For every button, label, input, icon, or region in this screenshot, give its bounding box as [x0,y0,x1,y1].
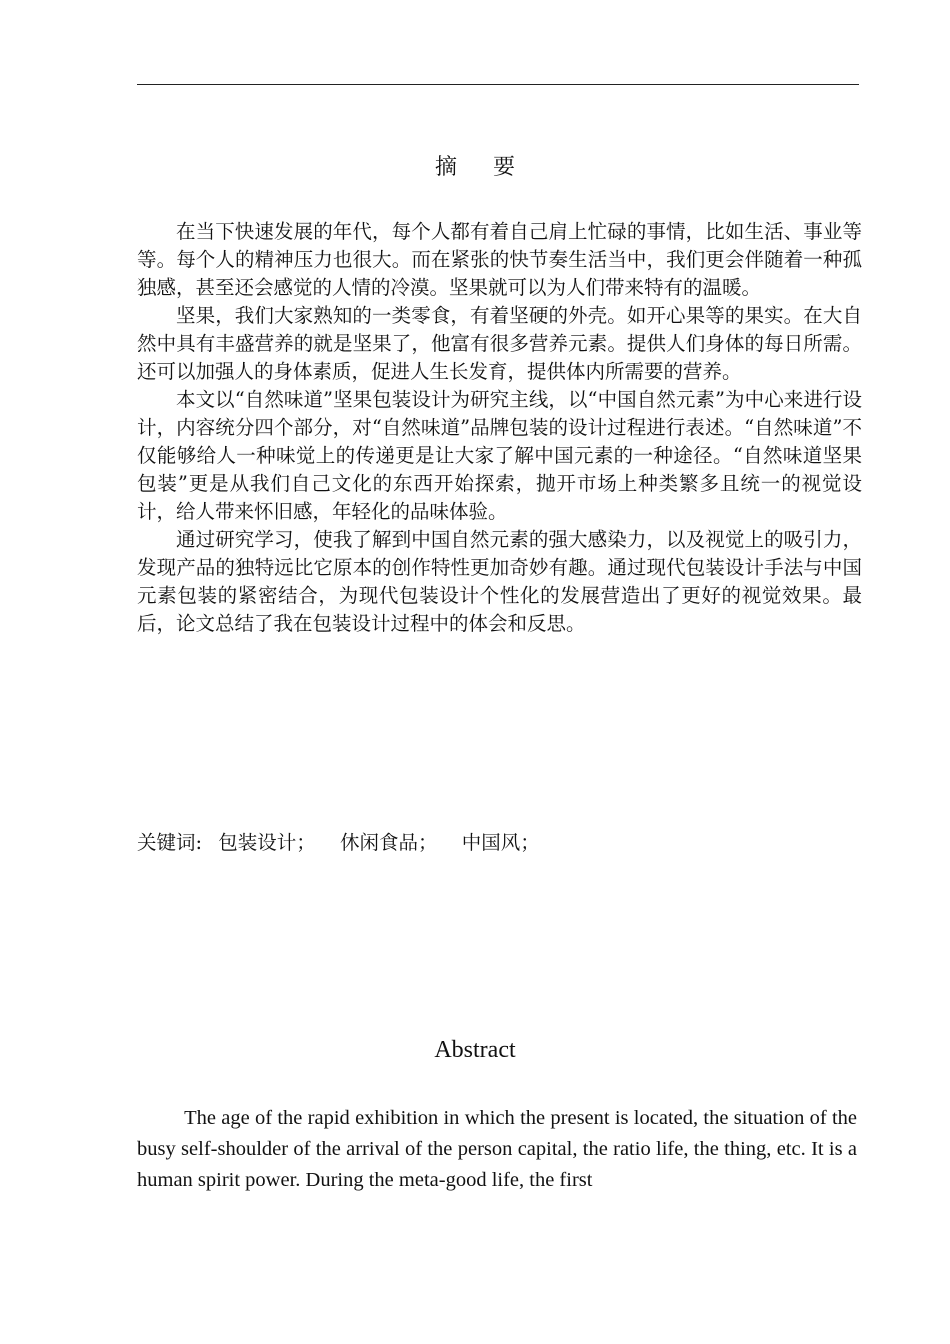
abstract-zh-paragraph: 本文以“自然味道”坚果包装设计为研究主线，以“中国自然元素”为中心来进行设计，内容统分四个部分，对“自然味道”品牌包装的设计过程进行表述。“自然味道”不仅能够给人一种味觉上的传递更是让大家了解中国元素的一种途径。“自然味道坚果包装”更是从我们自己文化的东西开始探索，抛开市场上种类繁多且统一的视觉设计，给人带来怀旧感，年轻化的品味体验。 [137,388,862,523]
abstract-zh-paragraph: 在当下快速发展的年代，每个人都有着自己肩上忙碌的事情，比如生活、事业等等。每个人的精神压力也很大。而在紧张的快节奏生活当中，我们更会伴随着一种孤独感，甚至还会感觉的人情的冷漠。坚果就可以为人们带来特有的温暖。 [137,220,862,299]
keyword-item: 休闲食品； [340,831,438,854]
keywords-label: 关键词 [137,831,196,854]
keyword-item: 中国风； [461,831,540,854]
abstract-zh-paragraph: 通过研究学习，使我了解到中国自然元素的强大感染力，以及视觉上的吸引力，发现产品的独特远比它原本的创作特性更加奇妙有趣。通过现代包装设计手法与中国元素包装的紧密结合，为现代包装设计个性化的发展营造出了更好的视觉效果。最后，论文总结了我在包装设计过程中的体会和反思。 [137,528,862,635]
keyword-item: 包装设计； [218,831,316,854]
abstract-zh-paragraph: 坚果，我们大家熟知的一类零食，有着坚硬的外壳。如开心果等的果实。在大自然中具有丰盛营养的就是坚果了，他富有很多营养元素。提供人们身体的每日所需。还可以加强人的身体素质，促进人生长发育，提供体内所需要的营养。 [137,304,862,383]
abstract-zh-title: 摘要 [434,155,551,180]
abstract-en-paragraph: The age of the rapid exhibition in which the present is located, the situation of the busy self-shoulder of the arrival of the person capital, the ratio life, the thing, etc. It is a human spirit power. During the meta-good life, the first [137,1107,857,1191]
abstract-en-title: Abstract [434,1037,516,1063]
header-rule [137,84,859,85]
keywords-line [137,829,862,857]
abstract-zh-body [137,218,862,638]
keywords-separator: : [195,831,203,854]
